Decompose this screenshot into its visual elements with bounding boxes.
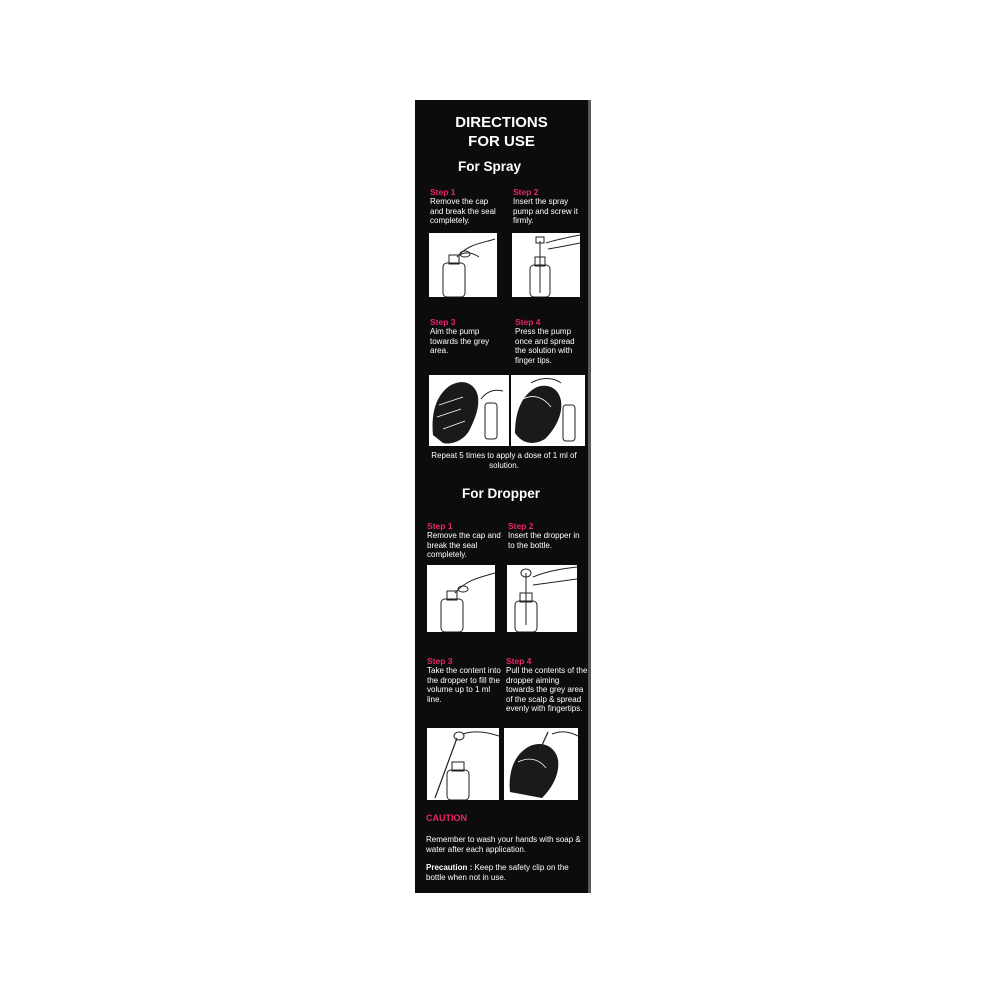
caution-text: Remember to wash your hands with soap & water after each application. xyxy=(426,835,581,854)
heading-line-2: FOR USE xyxy=(468,133,535,150)
step-label: Step 1 xyxy=(430,187,456,197)
box-side-edge xyxy=(588,100,591,893)
step-text: Insert the spray pump and screw it firmly. xyxy=(513,197,578,226)
heading-line-1: DIRECTIONS xyxy=(455,114,548,131)
spray-step-1 xyxy=(430,187,502,226)
dropper-step-3 xyxy=(427,656,507,704)
precaution-text: Keep the safety clip on the bottle when not in use. xyxy=(426,863,569,882)
spray-section-title: For Spray xyxy=(458,159,522,174)
step-label: Step 2 xyxy=(508,521,534,531)
step-text: Remove the cap and break the seal completely. xyxy=(430,197,496,226)
precaution-label: Precaution : xyxy=(426,863,473,872)
spray-step-4 xyxy=(515,317,587,365)
dropper-step-2 xyxy=(508,521,584,550)
step-text: Remove the cap and break the seal completely. xyxy=(427,531,501,560)
spread-hair-illustration xyxy=(511,375,585,446)
bottle-cap-illustration xyxy=(429,233,497,297)
step-text: Pull the contents of the dropper aiming towards the grey area of the scalp & spread evenly with fingertips. xyxy=(506,666,588,714)
precaution-note xyxy=(426,863,586,882)
step-text: Insert the dropper in to the bottle. xyxy=(508,531,580,550)
dropper-insert-illustration xyxy=(507,565,577,632)
directions-panel xyxy=(415,100,588,893)
step-label: Step 3 xyxy=(430,317,456,327)
step-label: Step 4 xyxy=(506,656,532,666)
spray-step-3 xyxy=(430,317,502,356)
dropper-scalp-illustration xyxy=(504,728,578,800)
dropper-step-4 xyxy=(506,656,588,714)
step-label: Step 3 xyxy=(427,656,453,666)
dropper-fill-illustration xyxy=(427,728,499,800)
aim-hair-illustration xyxy=(429,375,509,446)
spray-pump-illustration xyxy=(512,233,580,297)
step-label: Step 1 xyxy=(427,521,453,531)
dropper-section-title: For Dropper xyxy=(462,486,541,501)
step-label: Step 4 xyxy=(515,317,541,327)
spray-step-2 xyxy=(513,187,583,226)
step-label: Step 2 xyxy=(513,187,539,197)
spray-note: Repeat 5 times to apply a dose of 1 ml of solution. xyxy=(431,451,577,470)
step-text: Press the pump once and spread the solution with finger tips. xyxy=(515,327,575,365)
caution-label: CAUTION xyxy=(426,813,467,823)
step-text: Take the content into the dropper to fill the volume up to 1 ml line. xyxy=(427,666,501,704)
dropper-step-1 xyxy=(427,521,503,560)
dropper-bottle-illustration xyxy=(427,565,495,632)
step-text: Aim the pump towards the grey area. xyxy=(430,327,490,356)
